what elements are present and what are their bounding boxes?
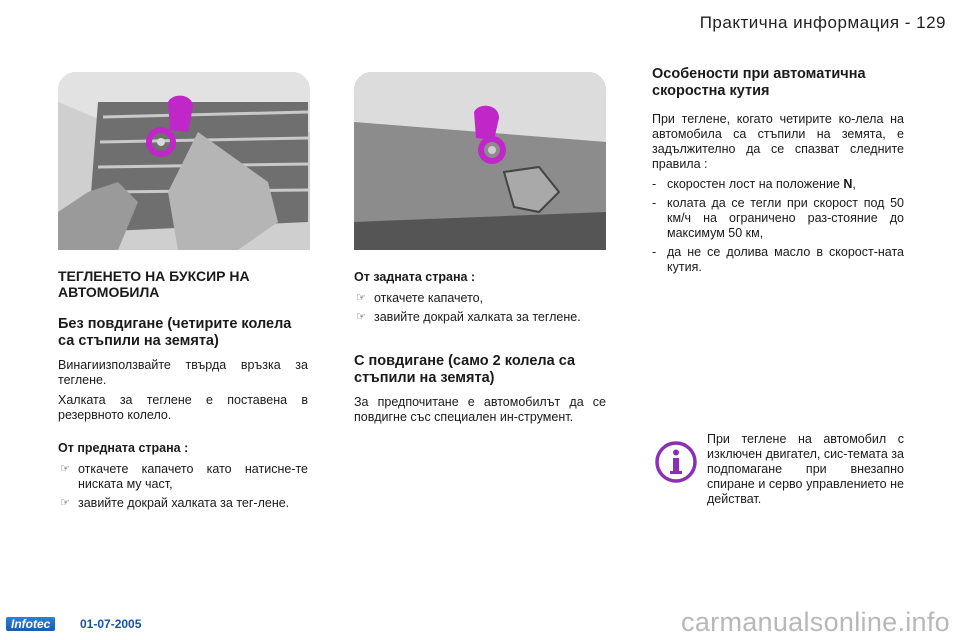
pointing-hand-icon: ☞ xyxy=(60,497,70,509)
rear-towing-illustration xyxy=(354,72,606,250)
list-item: - скоростен лост на положение N, xyxy=(652,177,856,191)
rigid-link-paragraph: Винагиизползвайте твърда връзка за теглене. xyxy=(58,358,308,387)
list-item: - колата да се тегли при скорост под 50 км/ч на ограничено раз-стояние до максимум 50 км, xyxy=(652,196,904,240)
footer-date: 01-07-2005 xyxy=(80,617,142,631)
rules-intro-paragraph: При теглене, когато четирите ко-лела на автомобила са стъпили на земята, е задължително да се спазват следните правила : xyxy=(652,112,904,171)
pointing-hand-icon: ☞ xyxy=(60,463,70,475)
towing-heading: ТЕГЛЕНЕТО НА БУКСИР НА АВТОМОБИЛА xyxy=(58,268,250,300)
rules-list xyxy=(652,177,904,275)
special-tool-paragraph: За предпочитане е автомобилът да се повдигне със специален ин-струмент. xyxy=(354,395,606,424)
pointing-hand-icon: ☞ xyxy=(356,311,366,323)
middle-column xyxy=(354,270,606,430)
infotec-logo: Infotec xyxy=(6,617,55,631)
front-steps-list xyxy=(58,462,308,511)
automatic-gearbox-title: Особености при автоматична скоростна кутия xyxy=(652,66,866,99)
info-icon xyxy=(654,440,698,484)
info-note xyxy=(652,432,904,512)
list-item: - да не се долива масло в скорост-ната кутия. xyxy=(652,245,904,274)
neutral-position-label: N xyxy=(843,177,853,191)
rear-side-label: От задната страна : xyxy=(354,270,476,284)
with-lift-subheading: С повдигане (само 2 колела са стъпили на земята) xyxy=(354,353,576,386)
watermark: carmanualsonline.info xyxy=(681,607,950,637)
left-column xyxy=(58,268,308,516)
tow-ring-location-paragraph: Халката за теглене е поставена в резервното колело. xyxy=(58,393,308,422)
front-towing-illustration xyxy=(58,72,310,250)
list-item: ☞ откачете капачето като натисне-те ниската му част, xyxy=(60,462,308,491)
pointing-hand-icon: ☞ xyxy=(356,292,366,304)
list-item: ☞ завийте докрай халката за тег-лене. xyxy=(60,496,290,510)
right-column xyxy=(652,66,904,279)
page-header-title: Практична информация - 129 xyxy=(699,13,946,32)
rear-towing-photo xyxy=(354,72,606,250)
list-item: ☞ завийте докрай халката за теглене. xyxy=(356,310,581,324)
rear-steps-list xyxy=(354,291,606,325)
list-item: ☞ откачете капачето, xyxy=(356,291,484,305)
no-lift-subheading: Без повдигане (четирите колела са стъпили на земята) xyxy=(58,316,292,349)
front-towing-photo xyxy=(58,72,310,250)
front-side-label: От предната страна : xyxy=(58,441,189,455)
info-note-text: При теглене на автомобил с изключен двигател, сис-темата за подпомагане при внезапно спиране и серво управлението не действат. xyxy=(707,432,904,506)
